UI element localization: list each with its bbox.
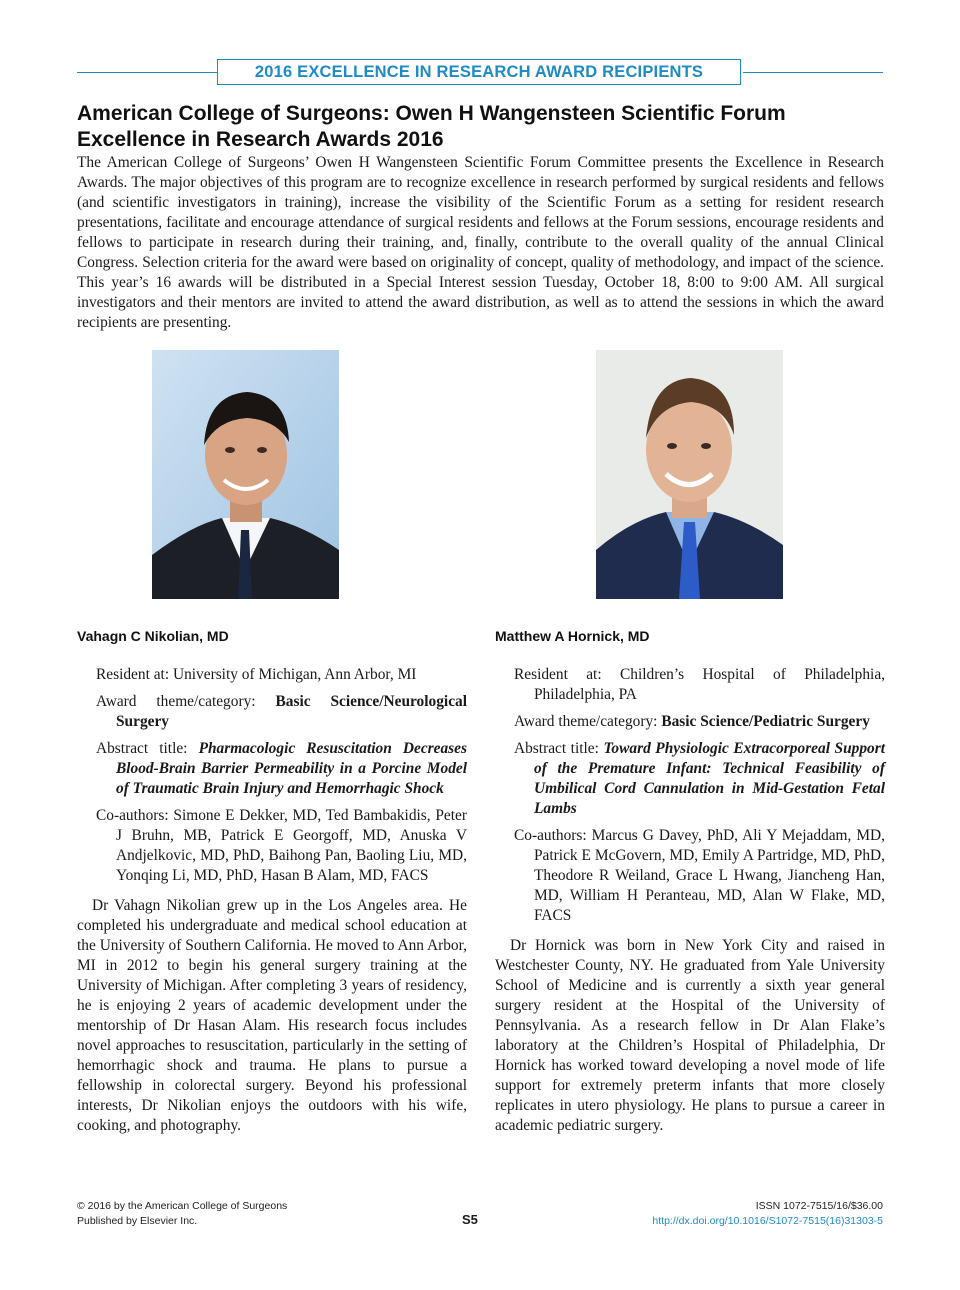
- issn-text: ISSN 1072-7515/16/$36.00: [755, 1200, 883, 1212]
- coauthors: Co-authors: Simone E Dekker, MD, Ted Bambakidis, Peter J Bruhn, MB, Patrick E Georgoff, MD, Anuska V Andjelkovic, MD, PhD, Baihong Pan, Baoling Liu, MD, Yonqing Li, MD, PhD, Hasan B Alam, MD, FACS: [96, 807, 467, 884]
- banner-rule-left: [77, 72, 217, 73]
- intro-paragraph: The American College of Surgeons’ Owen H Wangensteen Scientific Forum Committee presents the Excellence in Research Awards. The major objectives of this program are to recognize excellence in research performed by surgical residents and fellows (and scientific investigators in training), increase the visibility of the Scientific Forum as a setting for resident research presentations, facilitate and encourage attendance of surgical residents and fellows at the Forum sessions, encourage residents and fellows to participate in research during their training, and, finally, contribute to the overall quality of the annual Clinical Congress. Selection criteria for the award were based on originality of concept, quality of methodology, and impact of the science. This year’s 16 awards will be distributed in a Special Interest session Tuesday, October 18, 8:00 to 9:00 AM. All surgical investigators and their mentors are invited to attend the award distribution, as well as to attend the sessions in which the award recipients are presenting.: [77, 154, 884, 331]
- doi-link[interactable]: http://dx.doi.org/10.1016/S1072-7515(16)31303-5: [652, 1215, 883, 1227]
- award-category: Award theme/category: Basic Science/Pediatric Surgery: [514, 713, 870, 730]
- recipient-bio: Dr Hornick was born in New York City and raised in Westchester County, NY. He graduated from Yale University School of Medicine and is currently a sixth year general surgery resident at the Hospital of the University of Pennsylvania. As a research fellow in Dr Alan Flake’s laboratory at the Children’s Hospital of Philadelphia, Dr Hornick has worked toward developing a novel mode of life support for extremely preterm infants that more closely replicates in utero physiology. He plans to pursue a career in academic pediatric surgery.: [495, 937, 885, 1134]
- resident-at: Resident at: Children’s Hospital of Philadelphia, Philadelphia, PA: [514, 666, 885, 703]
- footer-left: [77, 1199, 287, 1229]
- page-number: S5: [462, 1212, 478, 1227]
- footer-right: [600, 1199, 883, 1229]
- award-category: Award theme/category: Basic Science/Neurological Surgery: [96, 693, 467, 730]
- section-banner: 2016 EXCELLENCE IN RESEARCH AWARD RECIPIENTS: [217, 59, 741, 85]
- resident-at: Resident at: University of Michigan, Ann Arbor, MI: [96, 666, 417, 683]
- publisher-text: Published by Elsevier Inc.: [77, 1215, 198, 1227]
- copyright-text: © 2016 by the American College of Surgeons: [77, 1200, 288, 1212]
- recipient-name: Vahagn C Nikolian, MD: [77, 628, 229, 644]
- banner-rule-right: [743, 72, 883, 73]
- recipient-bio: Dr Vahagn Nikolian grew up in the Los Angeles area. He completed his undergraduate and medical school education at the University of Southern California. He moved to Ann Arbor, MI in 2012 to begin his general surgery training at the University of Michigan. After completing 3 years of residency, he is enjoying 2 years of academic development under the mentorship of Dr Hasan Alam. His research focus includes novel approaches to resuscitation, particularly in the setting of hemorrhagic shock and trauma. He plans to pursue a fellowship in colorectal surgery. Beyond his professional interests, Dr Nikolian enjoys the outdoors with his wife, cooking, and photography.: [77, 897, 467, 1134]
- recipient-name: Matthew A Hornick, MD: [495, 628, 650, 644]
- abstract-title: Abstract title: Pharmacologic Resuscitation Decreases Blood-Brain Barrier Permeability in a Porcine Model of Traumatic Brain Injury and Hemorrhagic Shock: [96, 740, 467, 797]
- portrait-photo-hornick: [596, 350, 783, 599]
- abstract-title: Abstract title: Toward Physiologic Extracorporeal Support of the Premature Infant: Technical Feasibility of Umbilical Cord Cannulation in Mid-Gestation Fetal Lambs: [514, 740, 885, 817]
- article-title: American College of Surgeons: Owen H Wangensteen Scientific Forum Excellence in Research Awards 2016: [77, 102, 786, 151]
- coauthors: Co-authors: Marcus G Davey, PhD, Ali Y Mejaddam, MD, Patrick E McGovern, MD, Emily A Partridge, MD, PhD, Theodore R Weiland, Grace L Hwang, Jiancheng Han, MD, William H Peranteau, MD, Alan W Flake, MD, FACS: [514, 827, 885, 924]
- recipient-column-left: [77, 627, 467, 1136]
- recipient-column-right: [495, 627, 885, 1136]
- portrait-photo-nikolian: [152, 350, 339, 599]
